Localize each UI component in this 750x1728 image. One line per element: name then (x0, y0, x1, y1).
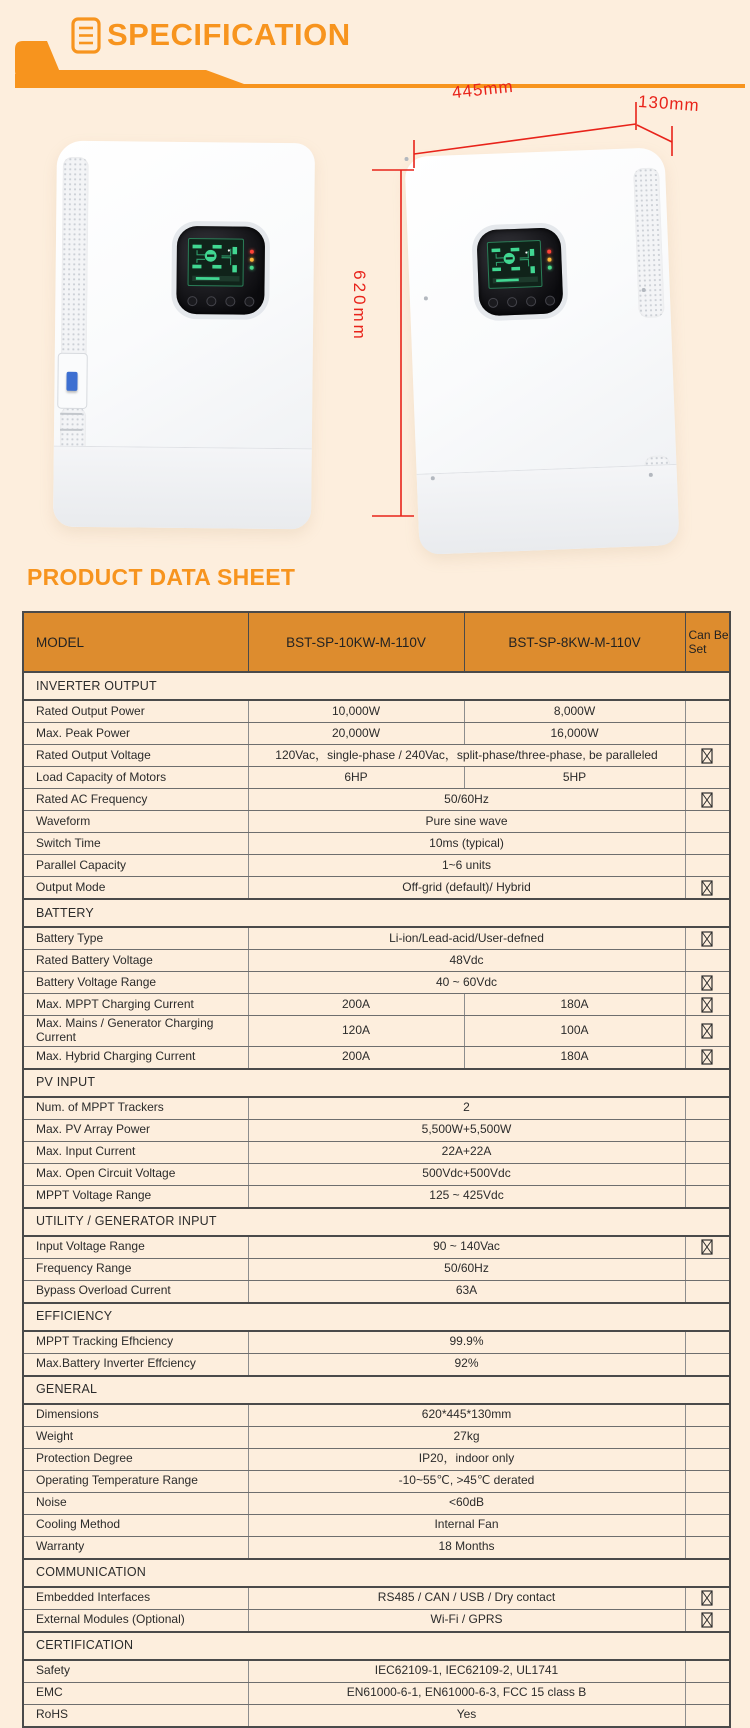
section-label: CERTIFICATION (23, 1632, 730, 1660)
can-be-set-cell (685, 1536, 730, 1559)
can-be-set-checkbox (701, 1612, 713, 1628)
spec-row (23, 1097, 730, 1120)
can-be-set-checkbox (701, 1023, 713, 1039)
value-model-2: 100A (464, 1016, 685, 1047)
can-be-set-checkbox (701, 1239, 713, 1255)
spec-label: Noise (23, 1492, 248, 1514)
can-be-set-cell (685, 1353, 730, 1376)
section-row (23, 899, 730, 927)
spec-label: Switch Time (23, 833, 248, 855)
section-row (23, 1376, 730, 1404)
can-be-set-cell (685, 1119, 730, 1141)
inverter-image-right (404, 147, 679, 555)
can-be-set-checkbox (701, 1049, 713, 1065)
spec-row (23, 1046, 730, 1069)
spec-row (23, 1470, 730, 1492)
value-shared: -10~55℃, >45℃ derated (248, 1470, 685, 1492)
can-be-set-cell (685, 1016, 730, 1047)
can-be-set-cell (685, 1097, 730, 1120)
value-shared: 92% (248, 1353, 685, 1376)
spec-label: Battery Voltage Range (23, 972, 248, 994)
spec-row (23, 1353, 730, 1376)
value-shared: 10ms (typical) (248, 833, 685, 855)
spec-row (23, 1236, 730, 1259)
value-model-1: 6HP (248, 767, 464, 789)
can-be-set-cell (685, 1141, 730, 1163)
touch-buttons (176, 296, 264, 307)
spec-row (23, 1016, 730, 1047)
value-shared: 5,500W+5,500W (248, 1119, 685, 1141)
value-shared: Off-grid (default)/ Hybrid (248, 877, 685, 900)
spec-row (23, 927, 730, 950)
can-be-set-checkbox (701, 1590, 713, 1606)
inverter-base-panel (53, 446, 312, 530)
side-vent (61, 157, 89, 362)
can-be-set-cell (685, 972, 730, 994)
value-shared: IEC62109-1, IEC62109-2, UL1741 (248, 1660, 685, 1683)
can-be-set-cell (685, 927, 730, 950)
value-shared: 48Vdc (248, 950, 685, 972)
spec-label: RoHS (23, 1704, 248, 1727)
value-shared: 63A (248, 1280, 685, 1303)
value-shared: 18 Months (248, 1536, 685, 1559)
can-be-set-cell (685, 1660, 730, 1683)
spec-row (23, 1141, 730, 1163)
can-be-set-cell (685, 1331, 730, 1354)
spec-row (23, 767, 730, 789)
screws (404, 157, 408, 161)
can-be-set-cell (685, 789, 730, 811)
value-shared: 22A+22A (248, 1141, 685, 1163)
spec-row (23, 723, 730, 745)
spec-label: Waveform (23, 811, 248, 833)
table-header-row (23, 612, 730, 672)
can-be-set-cell (685, 1470, 730, 1492)
value-shared: Internal Fan (248, 1514, 685, 1536)
value-shared: 2 (248, 1097, 685, 1120)
can-be-set-cell (685, 1163, 730, 1185)
value-shared: Wi-Fi / GPRS (248, 1609, 685, 1632)
can-be-set-cell (685, 1514, 730, 1536)
spec-label: Input Voltage Range (23, 1236, 248, 1259)
spec-row (23, 789, 730, 811)
spec-row (23, 972, 730, 994)
can-be-set-cell (685, 1404, 730, 1427)
can-be-set-cell (685, 811, 730, 833)
spec-row (23, 1119, 730, 1141)
can-be-set-checkbox (701, 975, 713, 991)
spec-label: Warranty (23, 1536, 248, 1559)
section-label: GENERAL (23, 1376, 730, 1404)
can-be-set-checkbox (701, 931, 713, 947)
spec-label: MPPT Voltage Range (23, 1185, 248, 1208)
can-be-set-cell (685, 1609, 730, 1632)
value-shared: 1~6 units (248, 855, 685, 877)
value-shared: 50/60Hz (248, 1258, 685, 1280)
spec-row (23, 950, 730, 972)
lcd-panel (487, 240, 543, 289)
page-title: SPECIFICATION (107, 17, 351, 52)
can-be-set-cell (685, 1236, 730, 1259)
value-model-1: 200A (248, 1046, 464, 1069)
value-shared: <60dB (248, 1492, 685, 1514)
lcd-panel (187, 238, 244, 286)
spec-label: Max. Peak Power (23, 723, 248, 745)
spec-label: Max. Mains / Generator Charging Current (23, 1016, 248, 1047)
spec-label: Max. Input Current (23, 1141, 248, 1163)
spec-row (23, 1331, 730, 1354)
spec-row (23, 1280, 730, 1303)
section-label: COMMUNICATION (23, 1559, 730, 1587)
can-be-set-cell (685, 767, 730, 789)
can-be-set-cell (685, 1280, 730, 1303)
breaker-label-lines (60, 413, 82, 431)
can-be-set-cell (685, 1682, 730, 1704)
spec-row (23, 811, 730, 833)
value-shared: 27kg (248, 1426, 685, 1448)
spec-label: Max.Battery Inverter Effciency (23, 1353, 248, 1376)
spec-row (23, 1404, 730, 1427)
value-model-2: 180A (464, 994, 685, 1016)
section-row (23, 1559, 730, 1587)
section-row (23, 1208, 730, 1236)
spec-label: Operating Temperature Range (23, 1470, 248, 1492)
spec-row (23, 1163, 730, 1185)
spec-label: Parallel Capacity (23, 855, 248, 877)
value-model-1: 10,000W (248, 700, 464, 723)
column-header-model: MODEL (23, 612, 248, 672)
spec-label: Max. MPPT Charging Current (23, 994, 248, 1016)
section-row (23, 1303, 730, 1331)
can-be-set-checkbox (701, 880, 713, 896)
can-be-set-cell (685, 723, 730, 745)
spec-label: Embedded Interfaces (23, 1587, 248, 1610)
can-be-set-checkbox (701, 997, 713, 1013)
can-be-set-cell (685, 1492, 730, 1514)
spec-row (23, 833, 730, 855)
spec-row (23, 1587, 730, 1610)
spec-label: Protection Degree (23, 1448, 248, 1470)
spec-row (23, 1492, 730, 1514)
spec-row (23, 1660, 730, 1683)
spec-label: Weight (23, 1426, 248, 1448)
can-be-set-cell (685, 1448, 730, 1470)
can-be-set-cell (685, 1185, 730, 1208)
spec-row (23, 1258, 730, 1280)
value-shared: 99.9% (248, 1331, 685, 1354)
status-leds (547, 250, 552, 270)
datasheet-title: PRODUCT DATA SHEET (27, 564, 296, 590)
dimension-depth-label: 130mm (637, 91, 701, 116)
spec-label: Battery Type (23, 927, 248, 950)
value-shared: 120Vac，single-phase / 240Vac，split-phase/three-phase, be paralleled (248, 745, 685, 767)
spec-row (23, 994, 730, 1016)
value-model-2: 16,000W (464, 723, 685, 745)
ac-breaker (57, 353, 88, 409)
spec-row (23, 700, 730, 723)
can-be-set-cell (685, 855, 730, 877)
product-gallery (0, 70, 750, 570)
spec-list-icon (73, 19, 99, 52)
spec-row (23, 1514, 730, 1536)
column-header-model-2: BST-SP-8KW-M-110V (464, 612, 685, 672)
value-shared: 40 ~ 60Vdc (248, 972, 685, 994)
can-be-set-cell (685, 1258, 730, 1280)
can-be-set-cell (685, 877, 730, 900)
section-label: PV INPUT (23, 1069, 730, 1097)
value-model-1: 200A (248, 994, 464, 1016)
inverter-display-screen (476, 227, 563, 316)
spec-row (23, 1682, 730, 1704)
spec-label: Dimensions (23, 1404, 248, 1427)
spec-label: Load Capacity of Motors (23, 767, 248, 789)
spec-row (23, 1609, 730, 1632)
spec-label: Rated Output Power (23, 700, 248, 723)
value-shared: RS485 / CAN / USB / Dry contact (248, 1587, 685, 1610)
spec-label: External Modules (Optional) (23, 1609, 248, 1632)
inverter-image-left (53, 141, 315, 530)
section-label: BATTERY (23, 899, 730, 927)
spec-row (23, 1448, 730, 1470)
touch-buttons (479, 295, 563, 308)
status-leds (250, 250, 254, 270)
spec-label: Rated Battery Voltage (23, 950, 248, 972)
value-model-1: 20,000W (248, 723, 464, 745)
can-be-set-cell (685, 1046, 730, 1069)
section-row (23, 1069, 730, 1097)
section-row (23, 672, 730, 700)
can-be-set-cell (685, 700, 730, 723)
can-be-set-checkbox (701, 792, 713, 808)
spec-label: Max. Open Circuit Voltage (23, 1163, 248, 1185)
spec-label: MPPT Tracking Efhciency (23, 1331, 248, 1354)
spec-row (23, 1426, 730, 1448)
spec-row (23, 1536, 730, 1559)
spec-label: Output Mode (23, 877, 248, 900)
value-model-1: 120A (248, 1016, 464, 1047)
value-model-2: 5HP (464, 767, 685, 789)
spec-label: Rated AC Frequency (23, 789, 248, 811)
spec-label: Rated Output Voltage (23, 745, 248, 767)
value-shared: 50/60Hz (248, 789, 685, 811)
section-label: EFFICIENCY (23, 1303, 730, 1331)
section-row (23, 1632, 730, 1660)
can-be-set-checkbox (701, 748, 713, 764)
spec-label: Max. PV Array Power (23, 1119, 248, 1141)
spec-row (23, 1704, 730, 1727)
value-shared: 125 ~ 425Vdc (248, 1185, 685, 1208)
column-header-can-be-set: Can Be Set (685, 612, 730, 672)
spec-label: Cooling Method (23, 1514, 248, 1536)
value-shared: Li-ion/Lead-acid/User-defned (248, 927, 685, 950)
spec-row (23, 745, 730, 767)
spec-label: Num. of MPPT Trackers (23, 1097, 248, 1120)
inverter-base-panel (417, 464, 680, 555)
dimension-width-label: 445mm (451, 76, 515, 103)
spec-row (23, 877, 730, 900)
can-be-set-cell (685, 1587, 730, 1610)
value-shared: 90 ~ 140Vac (248, 1236, 685, 1259)
spec-row (23, 1185, 730, 1208)
value-shared: 620*445*130mm (248, 1404, 685, 1427)
can-be-set-cell (685, 833, 730, 855)
value-shared: IP20，indoor only (248, 1448, 685, 1470)
value-shared: Yes (248, 1704, 685, 1727)
spec-label: EMC (23, 1682, 248, 1704)
value-shared: Pure sine wave (248, 811, 685, 833)
spec-table (22, 611, 731, 1728)
dimension-height-label: 620mm (350, 270, 369, 342)
value-model-2: 8,000W (464, 700, 685, 723)
can-be-set-cell (685, 950, 730, 972)
value-model-2: 180A (464, 1046, 685, 1069)
column-header-model-1: BST-SP-10KW-M-110V (248, 612, 464, 672)
can-be-set-cell (685, 1426, 730, 1448)
spec-label: Frequency Range (23, 1258, 248, 1280)
section-label: INVERTER OUTPUT (23, 672, 730, 700)
value-shared: EN61000-6-1, EN61000-6-3, FCC 15 class B (248, 1682, 685, 1704)
spec-row (23, 855, 730, 877)
can-be-set-cell (685, 994, 730, 1016)
value-shared: 500Vdc+500Vdc (248, 1163, 685, 1185)
can-be-set-cell (685, 745, 730, 767)
spec-label: Safety (23, 1660, 248, 1683)
inverter-display-screen (176, 226, 265, 315)
spec-label: Max. Hybrid Charging Current (23, 1046, 248, 1069)
spec-label: Bypass Overload Current (23, 1280, 248, 1303)
section-label: UTILITY / GENERATOR INPUT (23, 1208, 730, 1236)
side-vent (633, 167, 665, 318)
can-be-set-cell (685, 1704, 730, 1727)
